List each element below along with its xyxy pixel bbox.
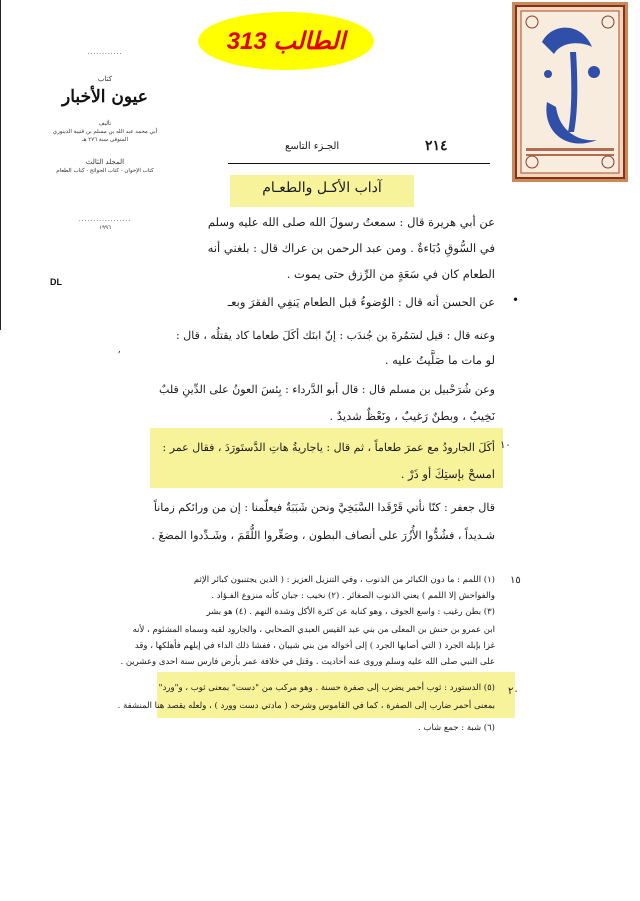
kitab-word: كتاب	[97, 75, 113, 83]
footnote-line-8: بمعنى أحمر ضارب إلى الصفرة ، كما في القاموس وشرحه ( مادتي دست وورد ) ، ولعله يقصد هنا المنشفة .	[117, 701, 495, 711]
margin-number-10: ١٠	[500, 440, 511, 451]
author-dates: المتوفى سنة ٢٧٦ هـ	[82, 137, 128, 143]
student-tag-badge	[198, 12, 374, 70]
header-rule	[228, 163, 490, 164]
body-line-9: أكَلَ الجارودُ مع عمرَ طعاماً ، ثم قال : ياجاريةُ هاتِ الدَّستَورَدَ ، فقال عمر :	[162, 441, 495, 454]
running-head: الجـزء التاسع	[285, 141, 340, 152]
body-line-12: شـديداً ، فشُدُّوا الأُزُرَ على أنصاف البطون ، وصَغِّروا اللُّقَمَ ، وشَـدِّدوا المضغَ .	[151, 529, 495, 542]
body-line-7: وعن شُرَحْبيل بن مسلم قال : قال أبو الدَّرداء : بِئسَ العونُ على الدِّينِ قلبٌ	[159, 383, 495, 396]
body-line-5: وعنه قال : قيل لسَمُرةَ بن جُندَب : إنّ ابنَك أكَلَ طعاما كاد يقتلُه ، قال :	[176, 329, 495, 342]
body-line-10: امسحْ بإستِكَ أو ذَرْ .	[400, 467, 495, 481]
calligraphy-tile-image	[512, 2, 628, 182]
footnote-line-2: والفواحش إلا اللمم ) يعني الذنوب الصغائر . (٢) نخيب : جبان كأنه منزوع الفـؤاد .	[211, 591, 495, 601]
body-line-6: لو مات ما صَلَّيتُ عليه .	[384, 353, 495, 367]
book-title-panel	[45, 48, 165, 232]
body-line-2: في السُّوقِ دُبَاءةٌ . ومن عبد الرحمن بن عراك قال : بلغني أنه	[207, 241, 495, 255]
footnote-line-7: (٥) الدستورد : ثوب أحمر يضرب إلى صفرة حسنة . وهو مركب من "دست" بمعنى ثوب ، و"ورد"	[158, 683, 495, 693]
body-line-4: عن الحسن أنه قال : الوُضوءُ قبل الطعام يَنفِي الفقرَ وبعـ	[227, 295, 495, 309]
footnote-line-5: غزا بإبله الجرد ( التي أصابها الجرد ) إلى أخواله من بني شيبان ، ففشا ذلك الداء في إبلهم فأهلكها ، وقد	[134, 641, 495, 651]
calligraphy-ornament-icon	[512, 2, 628, 182]
body-line-1: عن أبي هريرة قال : سمعتُ رسولَ الله صلى الله عليه وسلم	[207, 215, 495, 229]
volume-contents: كتاب الإخوان - كتاب الحوائج - كتاب الطعام	[56, 168, 154, 174]
footnote-line-9: (٦) شبة : جمع شاب .	[418, 723, 495, 733]
student-tag-text: الطالب 313	[226, 27, 346, 55]
publication-year: ١٩٩٦	[99, 225, 111, 231]
author-intro: تأليف	[98, 121, 112, 127]
body-line-8: نَخِيبٌ ، وبطنٌ رَغيبٌ ، ونَعْظٌ شديدٌ .	[329, 409, 495, 423]
footnote-line-4: ابن عمرو بن حنش بن المعلى من بني عبد القيس العبدي الصحابي ، والجارود لقبه وسماه المشئوم ، لأنه	[132, 625, 495, 635]
body-line-11: قال جعفر : كنّا نأتي قَرْقَدا السَّبَخِيَّ ونحن شَبَبَةٌ فيعلّمنا : إن من ورائكم زماناً	[153, 501, 495, 514]
footnote-line-3: (٣) بطن رغيب : واسع الجوف ، وهو كناية عن كثرة الأكل وشدة النهم . (٤) هو بشر	[206, 607, 495, 617]
margin-number-20: ٢٠	[508, 686, 519, 697]
volume-label: المجلد الثالث	[85, 158, 125, 166]
publisher-top-line: ............	[87, 49, 123, 56]
footnote-line-1: (١) اللمم : ما دون الكبائر من الذنوب ، وفي التنزيل العزيز : ( الذين يجتنبون كبائر الإثم	[193, 575, 495, 585]
footnote-line-6: على النبي صلى الله عليه وسلم وروى عنه أحاديث . وقتل في خلافة عمر بأرض فارس سنة احدى وعشرين .	[120, 657, 495, 667]
margin-number-15: ١٥	[510, 575, 521, 586]
page-number: ٢١٤	[425, 138, 448, 154]
margin-tick: ,	[118, 345, 121, 355]
publisher-line: ..................	[78, 216, 132, 223]
dl-label: DL	[50, 277, 62, 287]
body-line-3: الطعام كان في سَعَةٍ من الرِّزق حتى يموت .	[286, 267, 495, 281]
book-title: عيون الأخبار	[62, 87, 148, 107]
chapter-heading: آداب الأكـل والطعـام	[262, 180, 382, 196]
margin-bullet: •	[512, 293, 520, 307]
author-name: أبي محمد عبد الله بن مسلم بن قتيبة الدينوري	[52, 129, 158, 135]
left-page-edge	[0, 0, 1, 330]
